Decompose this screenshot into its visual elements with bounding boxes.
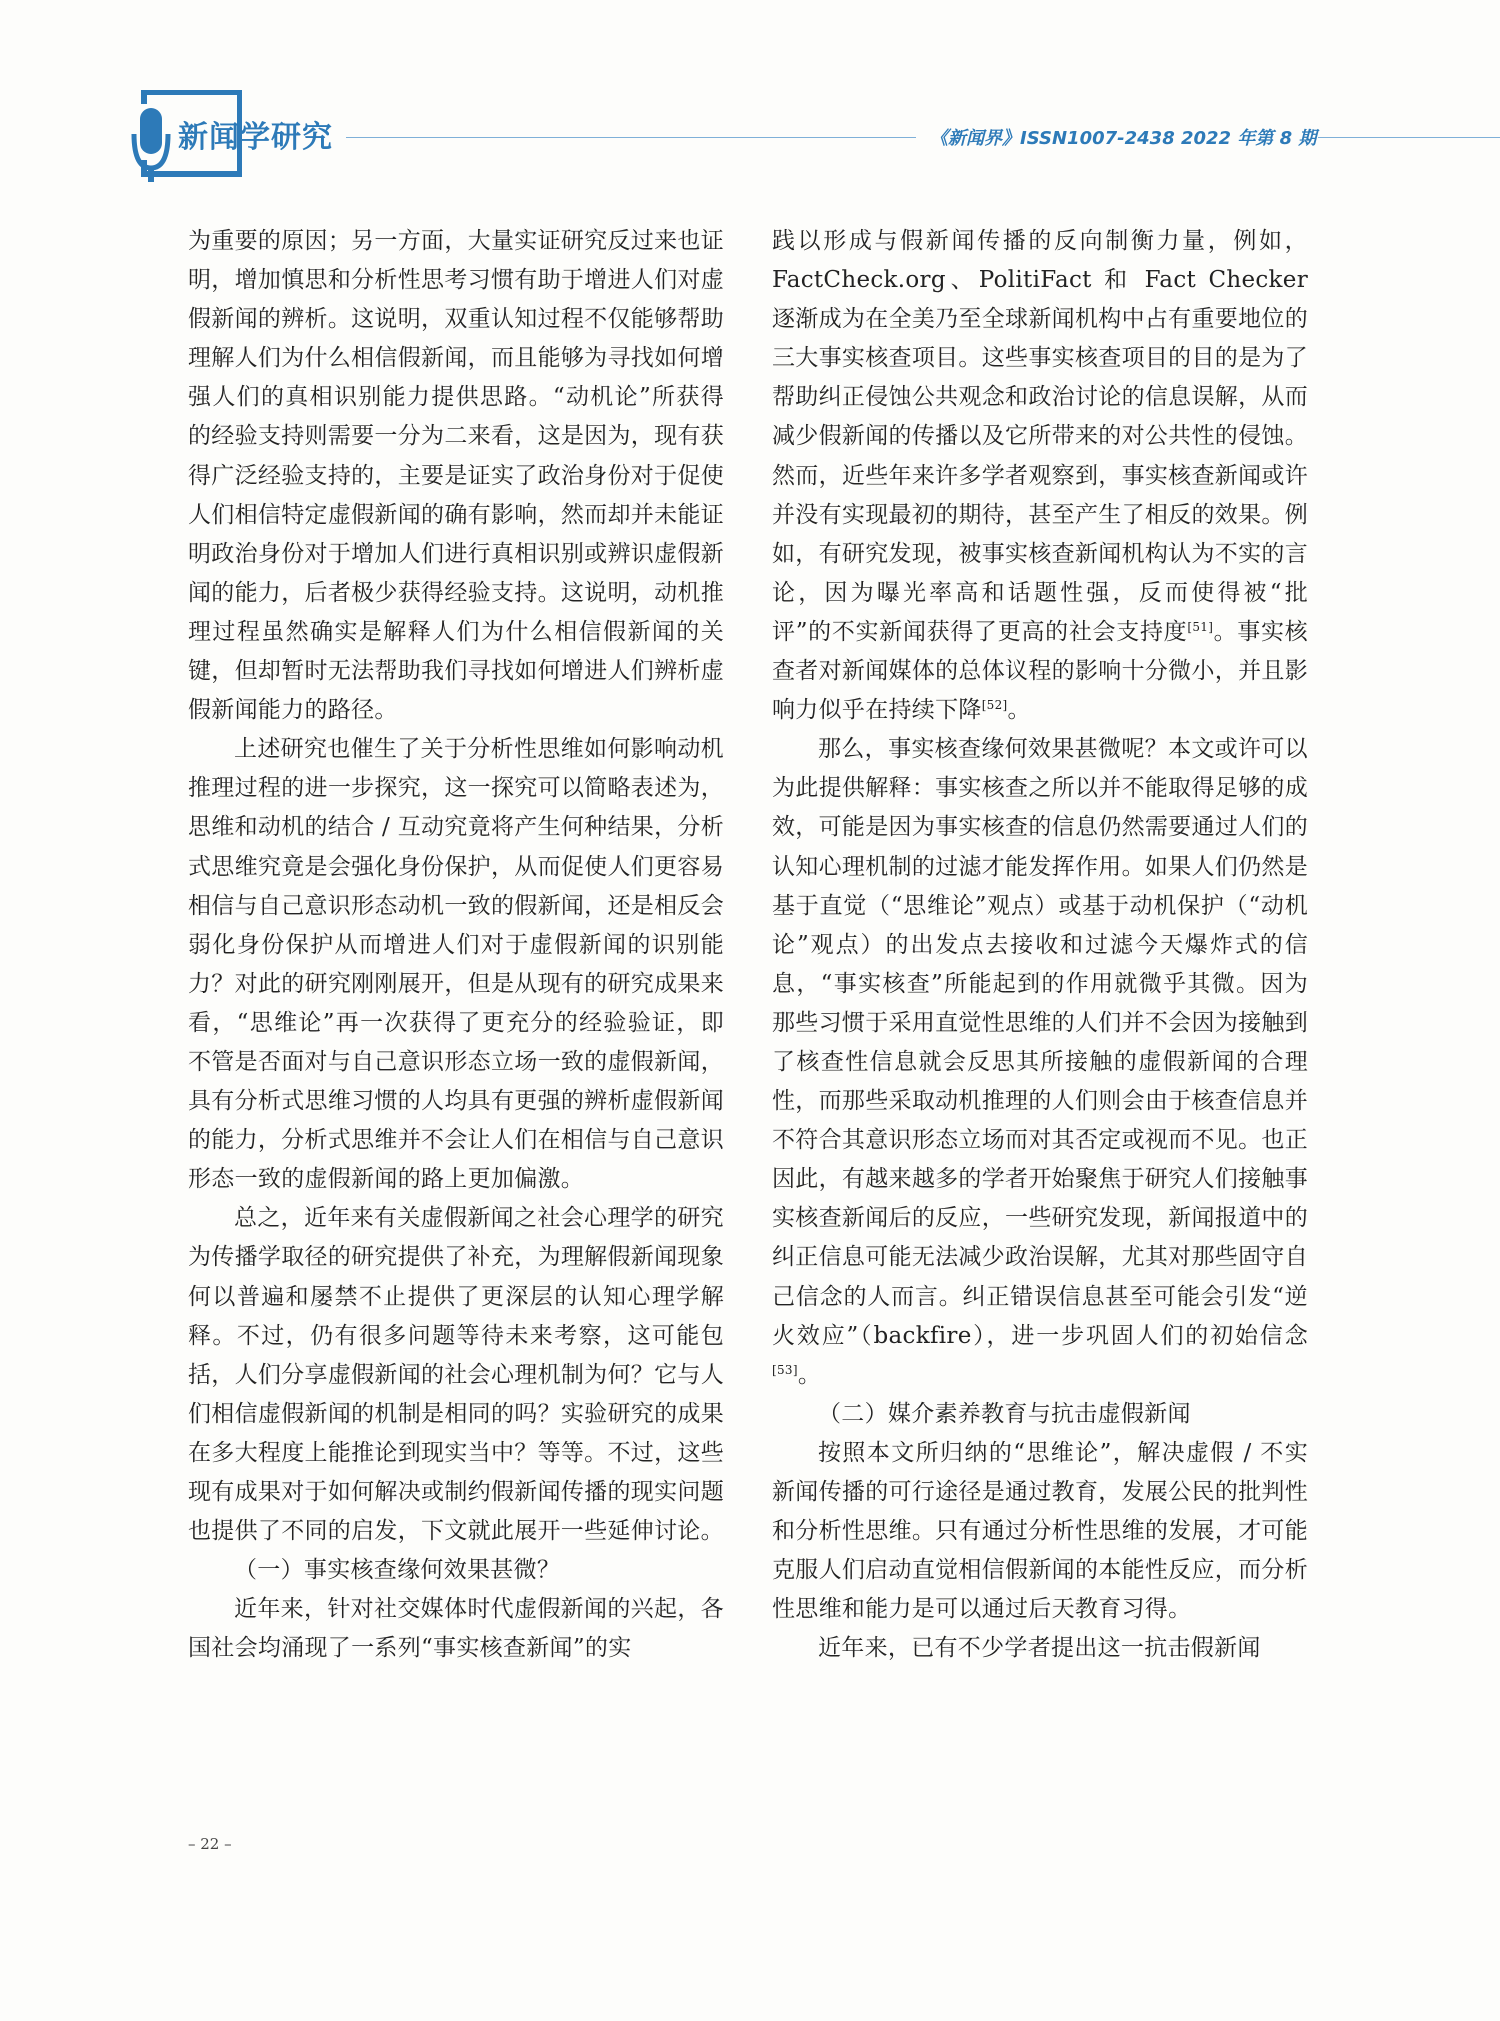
subsection-heading: （二）媒介素养教育与抗击虚假新闻 [818, 1400, 1191, 1427]
paragraph-text: 践以形成与假新闻传播的反向制衡力量，例如，FactCheck.org、PolitiFact 和 Fact Checker 逐渐成为在全美乃至全球新闻机构中占有重要地位的三大事实核查项目。这些事实核查项目的目的是为了帮助纠正侵蚀公共观念和政治讨论的信息误解，从而减少假新闻的传播以及它所带来的对公共性的侵蚀。然而，近些年来许多学者观察到，事实核查新闻或许并没有实现最初的期待，甚至产生了相反的效果。例如，有研究发现，被事实核查新闻机构认为不实的言论，因为曝光率高和话题性强，反而使得被“批评”的不实新闻获得了更高的社会支持度 [772, 228, 1308, 645]
paragraph-text: 那么，事实核查缘何效果甚微呢？本文或许可以为此提供解释：事实核查之所以并不能取得足够的成效，可能是因为事实核查的信息仍然需要通过人们的认知心理机制的过滤才能发挥作用。如果人们仍然是基于直觉（“思维论”观点）或基于动机保护（“动机论”观点）的出发点去接收和过滤今天爆炸式的信息，“事实核查”所能起到的作用就微乎其微。因为那些习惯于采用直觉性思维的人们并不会因为接触到了核查性信息就会反思其所接触的虚假新闻的合理性，而那些采取动机推理的人们则会由于核查信息并不符合其意识形态立场而对其否定或视而不见。也正因此，有越来越多的学者开始聚焦于研究人们接触事实核查新闻后的反应，一些研究发现，新闻报道中的纠正信息可能无法减少政治误解，尤其对那些固守自己信念的人而言。纠正错误信息甚至可能会引发“逆火效应”（backfire），进一步巩固人们的初始信念 [772, 736, 1308, 1349]
paragraph [772, 222, 1308, 730]
citation-ref: [52] [981, 698, 1008, 713]
paragraph [772, 730, 1308, 1395]
section-brand: 新闻学研究 [178, 120, 333, 155]
paragraph-text: 。事实核查者对新闻媒体的总体议程的影响十分微小，并且影响力似乎在持续下降 [772, 618, 1308, 724]
citation-ref: [51] [1187, 619, 1214, 634]
paragraph-text: 。 [797, 1361, 822, 1388]
page-number: – 22 – [188, 1835, 232, 1853]
paragraph: 为重要的原因；另一方面，大量实证研究反过来也证明，增加慎思和分析性思考习惯有助于增进人们对虚假新闻的辨析。这说明，双重认知过程不仅能够帮助理解人们为什么相信假新闻，而且能够为寻找如何增强人们的真相识别能力提供思路。“动机论”所获得的经验支持则需要一分为二来看，这是因为，现有获得广泛经验支持的，主要是证实了政治身份对于促使人们相信特定虚假新闻的确有影响，然而却并未能证明政治身份对于增加人们进行真相识别或辨识虚假新闻的能力，后者极少获得经验支持。这说明，动机推理过程虽然确实是解释人们为什么相信假新闻的关键，但却暂时无法帮助我们寻找如何增进人们辨析虚假新闻能力的路径。 [188, 228, 724, 724]
paragraph: 按照本文所归纳的“思维论”，解决虚假 / 不实新闻传播的可行途径是通过教育，发展公民的批判性和分析性思维。只有通过分析性思维的发展，才可能克服人们启动直觉相信假新闻的本能性反应，而分析性思维和能力是可以通过后天教育习得。 [772, 1439, 1308, 1623]
paragraph-text: 。 [1007, 697, 1031, 724]
header-rule-right [1318, 137, 1500, 138]
right-column [772, 222, 1308, 1668]
running-header [0, 0, 1500, 200]
paragraph: 近年来，已有不少学者提出这一抗击假新闻 [818, 1635, 1261, 1662]
left-column [188, 222, 724, 1668]
paragraph: 上述研究也催生了关于分析性思维如何影响动机推理过程的进一步探究，这一探究可以简略表述为，思维和动机的结合 / 互动究竟将产生何种结果，分析式思维究竟是会强化身份保护，从而促使人们更容易相信与自己意识形态动机一致的假新闻，还是相反会弱化身份保护从而增进人们对于虚假新闻的识别能力？对此的研究刚刚展开，但是从现有的研究成果来看，“思维论”再一次获得了更充分的经验验证，即不管是否面对与自己意识形态立场一致的虚假新闻，具有分析式思维习惯的人均具有更强的辨析虚假新闻的能力，分析式思维并不会让人们在相信与自己意识形态一致的虚假新闻的路上更加偏激。 [188, 736, 724, 1193]
header-rule-left [346, 137, 916, 138]
subsection-heading: （一）事实核查缘何效果甚微？ [234, 1557, 561, 1584]
paragraph: 近年来，针对社交媒体时代虚假新闻的兴起，各国社会均涌现了一系列“事实核查新闻”的实 [188, 1596, 724, 1662]
paragraph: 总之，近年来有关虚假新闻之社会心理学的研究为传播学取径的研究提供了补充，为理解假新闻现象何以普遍和屡禁不止提供了更深层的认知心理学解释。不过，仍有很多问题等待未来考察，这可能包括，人们分享虚假新闻的社会心理机制为何？它与人们相信虚假新闻的机制是相同的吗？实验研究的成果在多大程度上能推论到现实当中？等等。不过，这些现有成果对于如何解决或制约假新闻传播的现实问题也提供了不同的启发，下文就此展开一些延伸讨论。 [188, 1205, 724, 1545]
journal-issue-line: 《新闻界》ISSN1007-2438 2022 年第 8 期 [930, 128, 1317, 149]
citation-ref: [53] [772, 1362, 798, 1377]
